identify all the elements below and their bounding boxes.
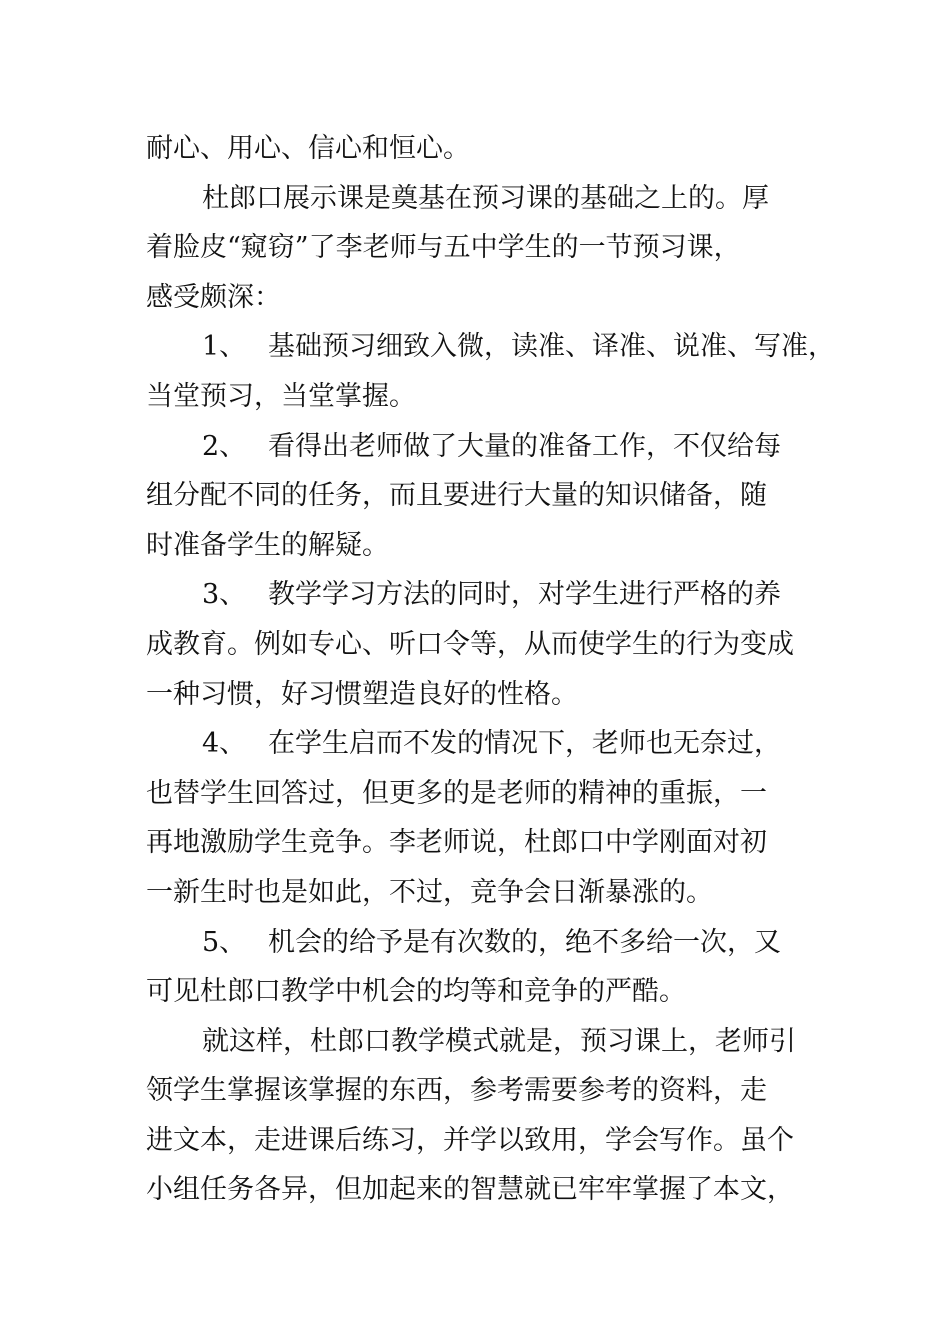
text-line [146,174,826,224]
line-text: 就这样，杜郎口教学模式就是，预习课上，老师引 [202,1025,796,1057]
line-text: 也替学生回答过，但更多的是老师的精神的重振，一 [146,777,767,809]
line-text: 组分配不同的任务，而且要进行大量的知识储备，随 [146,480,767,512]
numbered-paragraph-line [146,422,826,472]
line-text: 当堂预习，当堂掌握。 [146,380,416,412]
text-line [146,1017,826,1067]
numbered-paragraph-line [146,918,826,968]
line-text: 进文本，走进课后练习，并学以致用，学会写作。虽个 [146,1124,794,1156]
line-text: 领学生掌握该掌握的东西，参考需要参考的资料，走 [146,1075,767,1107]
line-text: 在学生启而不发的情况下，老师也无奈过， [268,728,781,760]
text-line [146,620,826,670]
text-line [146,273,826,323]
line-text: 着脸皮“窥窃”了李老师与五中学生的一节预习课， [146,232,741,264]
text-line [146,818,826,868]
line-text: 一种习惯，好习惯塑造良好的性格。 [146,678,578,710]
text-line [146,868,826,918]
text-line [146,1165,826,1215]
line-text: 可见杜郎口教学中机会的均等和竞争的严酷。 [146,976,686,1008]
list-number: 2、 [202,430,247,462]
line-text: 杜郎口展示课是奠基在预习课的基础之上的。厚 [202,182,769,214]
numbered-paragraph-line [146,719,826,769]
line-text: 一新生时也是如此，不过，竞争会日渐暴涨的。 [146,876,713,908]
line-text: 成教育。例如专心、听口令等，从而使学生的行为变成 [146,628,794,660]
line-text: 教学学习方法的同时，对学生进行严格的养 [268,579,781,611]
line-text: 再地激励学生竞争。李老师说，杜郎口中学刚面对初 [146,827,767,859]
text-line [146,1116,826,1166]
numbered-paragraph-line [146,570,826,620]
text-line [146,521,826,571]
list-number: 1、 [202,331,247,363]
numbered-paragraph-line [146,322,835,372]
line-text: 机会的给予是有次数的，绝不多给一次，又 [268,926,781,958]
line-text: 感受颇深： [146,281,281,313]
document-body [146,124,835,1215]
line-text: 看得出老师做了大量的准备工作，不仅给每 [268,430,781,462]
text-line [146,967,826,1017]
line-text: 耐心、用心、信心和恒心。 [146,133,470,164]
text-line [146,372,826,422]
line-text: 小组任务各异，但加起来的智慧就已牢牢掌握了本文， [146,1174,794,1206]
text-line [146,124,826,174]
text-line [146,670,826,720]
line-text: 基础预习细致入微，读准、译准、说准、写准， [268,331,835,363]
text-line [146,471,826,521]
line-text: 时准备学生的解疑。 [146,529,389,561]
text-line [146,1066,826,1116]
list-number: 3、 [202,579,247,611]
list-number: 4、 [202,728,247,760]
list-number: 5、 [202,926,247,958]
text-line [146,769,826,819]
text-line [146,223,826,273]
